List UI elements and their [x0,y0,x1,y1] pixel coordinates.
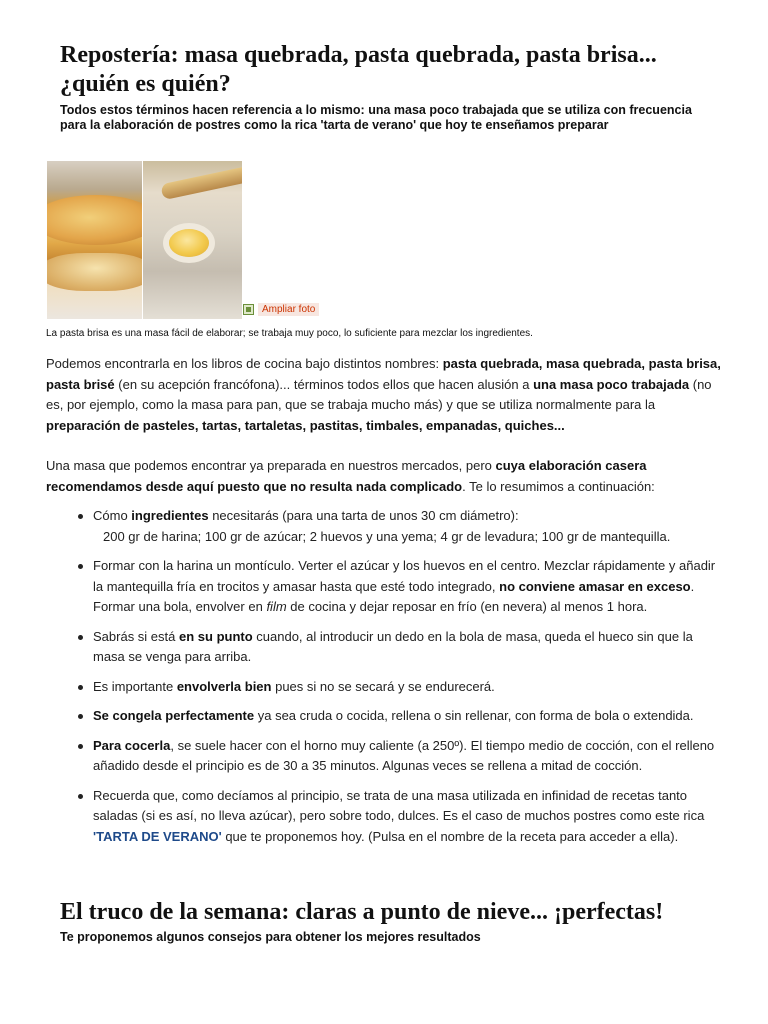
list-text: Formar con la harina un montículo. Verter el azúcar y los huevos en el centro. Mezclar rápidamente y añadir la mantequilla fría en trocitos y amasar hasta que esté todo integrado, [93,558,716,594]
tart-shape [47,195,142,245]
list-item [78,706,728,727]
next-article-title[interactable]: El truco de la semana: claras a punto de nieve... ¡perfectas! [60,899,664,925]
list-text: pues si no se secará y se endurecerá. [271,678,495,694]
list-text: Recuerda que, como decíamos al principio, se trata de una masa utilizada en infinidad de recetas tanto saladas (si es así, no lleva azúcar), pero sobre todo, dulces. Es el caso de muchos postres como este rica [93,787,705,823]
italic-text: film [266,599,287,614]
next-article-lede: Te proponemos algunos consejos para obtener los mejores resultados [60,930,481,944]
bold-text: Para cocerla [93,737,171,753]
list-text: cuando, al introducir un dedo en la bola de masa, queda el hueco sin que la masa se venga para arriba. [93,628,693,664]
bold-text: preparación de pasteles, tartas, tartaletas, pastitas, timbales, empanadas, quiches... [46,417,565,433]
list-text: Es importante [93,678,177,694]
paragraph-text: (no es, por ejemplo, como la masa para pan, que se trabaja mucho más) y que se utiliza normalmente para la [46,376,712,412]
bold-text: una masa poco trabajada [533,376,690,392]
list-item [78,556,728,618]
list-text: , se suele hacer con el horno muy caliente (a 250º). El tiempo medio de cocción, con el relleno añadido desde el principio es de 30 a 35 minutos. Algunas veces se rellena a mitad de cocción. [93,737,715,773]
paragraph-homemade [46,456,722,497]
paragraph-text: (en su acepción francófona)... términos todos ellos que hacen alusión a [114,376,534,392]
article-title [60,41,750,99]
tart-photo [47,161,142,319]
article-lede: Todos estos términos hacen referencia a lo mismo: una masa poco trabajada que se utiliza con frecuencia para la elaboración de postres como la rica 'tarta de verano' que hoy te enseñamos preparar [60,103,692,132]
paragraph-text: Podemos encontrarla en los libros de cocina bajo distintos nombres: [46,356,443,371]
paragraph-text: Una masa que podemos encontrar ya preparada en nuestros mercados, pero [46,458,496,473]
bold-text: ingredientes [131,508,209,523]
article-title-line2: ¿quién es quién? [60,71,231,97]
bold-text: en su punto [179,628,253,644]
list-text: ya sea cruda o cocida, rellena o sin rellenar, con forma de bola o extendida. [254,708,694,723]
paragraph-names [46,354,722,436]
flour-photo [143,161,242,319]
list-item [78,506,728,547]
article-photo[interactable] [47,161,242,319]
list-text: Cómo [93,508,132,523]
egg-yolk-shape [169,229,209,257]
bold-text: no conviene amasar en exceso [499,578,691,594]
list-text: Sabrás si está [93,628,179,644]
tips-list [78,506,728,847]
photo-caption: La pasta brisa es una masa fácil de elaborar; se trabaja muy poco, lo suficiente para mezclar los ingredientes. [46,328,533,339]
ingredients-text: 200 gr de harina; 100 gr de azúcar; 2 huevos y una yema; 4 gr de levadura; 100 gr de mantequilla. [103,528,671,544]
paragraph-text: . Te lo resumimos a continuación: [462,478,655,494]
image-icon [243,304,254,315]
list-item [78,736,728,777]
article-title-line1: Repostería: masa quebrada, pasta quebrada, pasta brisa... [60,42,657,68]
enlarge-photo-label[interactable]: Ampliar foto [258,303,319,316]
list-text: necesitarás (para una tarta de unos 30 cm diámetro): [208,508,519,523]
list-item [78,627,728,668]
list-text: que te proponemos hoy. (Pulsa en el nombre de la receta para acceder a ella). [221,828,679,844]
bold-text: envolverla bien [176,678,272,694]
rolling-pin-shape [160,166,242,200]
list-item [78,786,728,848]
recipe-link[interactable]: 'TARTA DE VERANO' [93,828,222,844]
tart-slice-shape [47,253,142,291]
list-item [78,677,728,698]
bold-text: cuya elaboración casera recomendamos desde aquí puesto que no resulta nada complicado [46,458,647,494]
list-text: . Formar una bola, envolver en [93,578,695,614]
bold-text: pasta quebrada, masa quebrada, pasta brisa, pasta brisé [46,356,721,392]
enlarge-photo-link[interactable] [243,303,319,316]
list-text: de cocina y dejar reposar en frío (en nevera) al menos 1 hora. [286,599,648,614]
bold-text: Se congela perfectamente [93,708,255,723]
